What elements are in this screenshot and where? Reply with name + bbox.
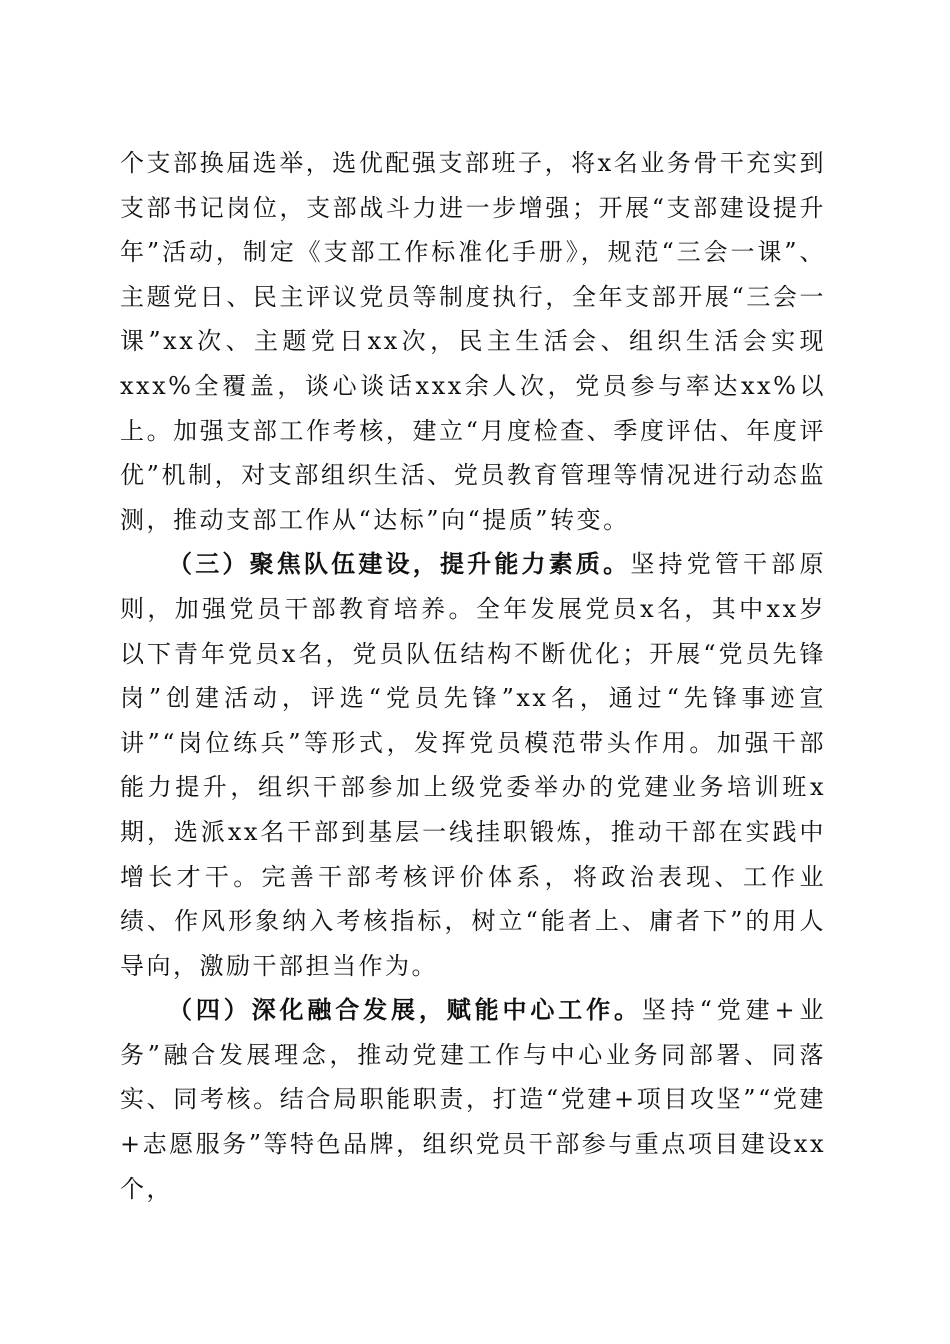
section-heading-4: （四）深化融合发展，赋能中心工作。 <box>168 996 642 1025</box>
paragraph-team-building <box>120 542 826 988</box>
paragraph-branch-work <box>120 141 826 542</box>
paragraph-integration <box>120 988 826 1211</box>
paragraph-text: 坚持党管干部原则，加强党员干部教育培养。全年发展党员x名，其中xx岁以下青年党员x名，党员队伍结构不断优化；开展“党员先锋岗”创建活动，评选“党员先锋”xx名，通过“先锋事迹宣讲”“岗位练兵”等形式，发挥党员模范带头作用。加强干部能力提升，组织干部参加上级党委举办的党建业务培训班x期，选派xx名干部到基层一线挂职锻炼，推动干部在实践中增长才干。完善干部考核评价体系，将政治表现、工作业绩、作风形象纳入考核指标，树立“能者上、庸者下”的用人导向，激励干部担当作为。 <box>120 550 827 980</box>
document-body <box>120 141 826 1211</box>
section-heading-3: （三）聚焦队伍建设，提升能力素质。 <box>168 550 631 579</box>
paragraph-text: 坚持“党建+业务”融合发展理念，推动党建工作与中心业务同部署、同落实、同考核。结合局职能职责，打造“党建+项目攻坚”“党建+志愿服务”等特色品牌，组织党员干部参与重点项目建设xx个， <box>120 996 826 1203</box>
paragraph-text: 个支部换届选举，选优配强支部班子，将x名业务骨干充实到支部书记岗位，支部战斗力进一步增强；开展“支部建设提升年”活动，制定《支部工作标准化手册》，规范“三会一课”、主题党日、民主评议党员等制度执行，全年支部开展“三会一课”xx次、主题党日xx次，民主生活会、组织生活会实现xxx%全覆盖，谈心谈话xxx余人次，党员参与率达xx%以上。加强支部工作考核，建立“月度检查、季度评估、年度评优”机制，对支部组织生活、党员教育管理等情况进行动态监测，推动支部工作从“达标”向“提质”转变。 <box>120 149 826 534</box>
